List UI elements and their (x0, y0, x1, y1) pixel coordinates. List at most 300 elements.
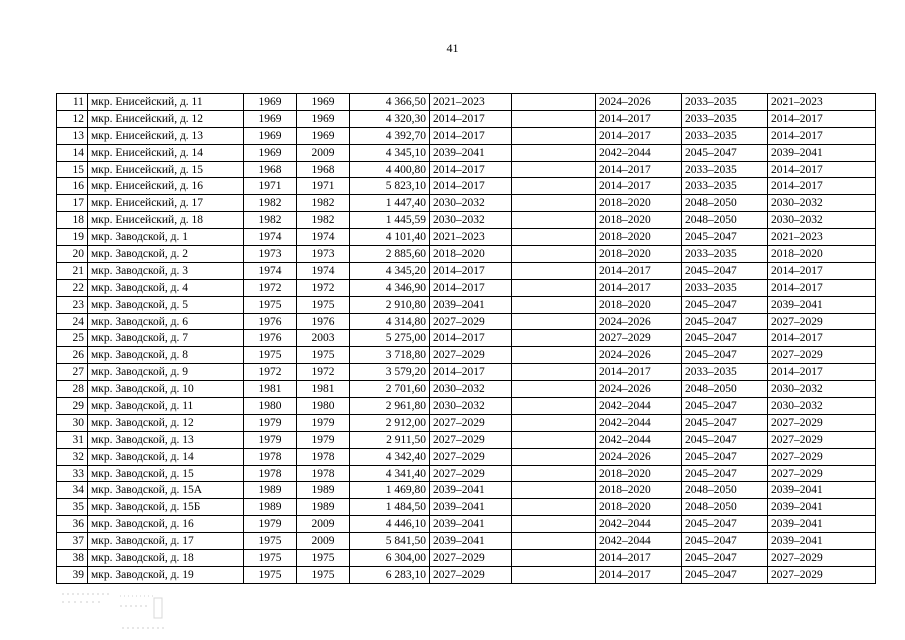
cell-period-4: 2039–2041 (768, 499, 876, 516)
cell-area: 4 446,10 (350, 516, 430, 533)
table-row (57, 482, 876, 499)
cell-reconstruction-year: 1978 (297, 448, 350, 465)
cell-reconstruction-year: 1975 (297, 296, 350, 313)
cell-period-4: 2014–2017 (768, 110, 876, 127)
table-row (57, 262, 876, 279)
cell-row-number: 39 (57, 566, 88, 583)
cell-period-1: 2039–2041 (430, 296, 512, 313)
table-row (57, 516, 876, 533)
cell-period-1: 2014–2017 (430, 161, 512, 178)
cell-empty-cell (512, 279, 596, 296)
cell-address: мкр. Заводской, д. 4 (88, 279, 244, 296)
cell-address: мкр. Заводской, д. 8 (88, 347, 244, 364)
cell-period-2: 2024–2026 (596, 448, 682, 465)
cell-period-3: 2045–2047 (682, 398, 768, 415)
table-row (57, 465, 876, 482)
cell-reconstruction-year: 1969 (297, 110, 350, 127)
table-row (57, 212, 876, 229)
cell-area: 4 314,80 (350, 313, 430, 330)
cell-reconstruction-year: 1972 (297, 279, 350, 296)
cell-empty-cell (512, 127, 596, 144)
cell-empty-cell (512, 381, 596, 398)
cell-address: мкр. Енисейский, д. 18 (88, 212, 244, 229)
cell-address: мкр. Енисейский, д. 12 (88, 110, 244, 127)
table-row (57, 347, 876, 364)
cell-period-3: 2045–2047 (682, 465, 768, 482)
cell-period-4: 2039–2041 (768, 516, 876, 533)
cell-period-3: 2048–2050 (682, 195, 768, 212)
cell-row-number: 18 (57, 212, 88, 229)
cell-build-year: 1982 (244, 195, 297, 212)
cell-row-number: 23 (57, 296, 88, 313)
cell-reconstruction-year: 1969 (297, 94, 350, 111)
cell-empty-cell (512, 195, 596, 212)
cell-build-year: 1976 (244, 313, 297, 330)
cell-period-4: 2014–2017 (768, 330, 876, 347)
cell-period-2: 2018–2020 (596, 212, 682, 229)
cell-build-year: 1975 (244, 566, 297, 583)
cell-address: мкр. Заводской, д. 15Б (88, 499, 244, 516)
cell-address: мкр. Енисейский, д. 16 (88, 178, 244, 195)
cell-row-number: 11 (57, 94, 88, 111)
cell-build-year: 1979 (244, 431, 297, 448)
cell-period-3: 2033–2035 (682, 246, 768, 263)
cell-address: мкр. Заводской, д. 13 (88, 431, 244, 448)
cell-area: 2 911,50 (350, 431, 430, 448)
cell-address: мкр. Заводской, д. 7 (88, 330, 244, 347)
cell-period-1: 2030–2032 (430, 381, 512, 398)
cell-area: 4 392,70 (350, 127, 430, 144)
cell-period-4: 2014–2017 (768, 161, 876, 178)
cell-reconstruction-year: 1973 (297, 246, 350, 263)
cell-row-number: 28 (57, 381, 88, 398)
cell-address: мкр. Заводской, д. 6 (88, 313, 244, 330)
cell-build-year: 1982 (244, 212, 297, 229)
table-row (57, 533, 876, 550)
cell-period-1: 2014–2017 (430, 364, 512, 381)
cell-reconstruction-year: 1976 (297, 313, 350, 330)
cell-period-1: 2014–2017 (430, 279, 512, 296)
cell-period-2: 2014–2017 (596, 550, 682, 567)
cell-build-year: 1989 (244, 482, 297, 499)
cell-period-1: 2014–2017 (430, 330, 512, 347)
cell-period-4: 2018–2020 (768, 246, 876, 263)
registry-table (56, 93, 876, 584)
cell-period-3: 2048–2050 (682, 482, 768, 499)
cell-period-2: 2042–2044 (596, 431, 682, 448)
cell-empty-cell (512, 313, 596, 330)
cell-empty-cell (512, 414, 596, 431)
cell-period-1: 2039–2041 (430, 144, 512, 161)
cell-reconstruction-year: 2009 (297, 533, 350, 550)
cell-period-1: 2021–2023 (430, 229, 512, 246)
table-row (57, 178, 876, 195)
cell-row-number: 25 (57, 330, 88, 347)
cell-row-number: 33 (57, 465, 88, 482)
cell-period-1: 2030–2032 (430, 195, 512, 212)
cell-period-3: 2045–2047 (682, 550, 768, 567)
cell-area: 2 912,00 (350, 414, 430, 431)
cell-period-3: 2045–2047 (682, 262, 768, 279)
cell-area: 4 345,20 (350, 262, 430, 279)
cell-build-year: 1975 (244, 347, 297, 364)
cell-period-4: 2027–2029 (768, 448, 876, 465)
cell-area: 1 447,40 (350, 195, 430, 212)
cell-period-2: 2018–2020 (596, 482, 682, 499)
cell-build-year: 1979 (244, 414, 297, 431)
cell-empty-cell (512, 550, 596, 567)
cell-period-3: 2033–2035 (682, 279, 768, 296)
cell-row-number: 13 (57, 127, 88, 144)
table-row (57, 398, 876, 415)
cell-period-1: 2027–2029 (430, 431, 512, 448)
cell-area: 5 823,10 (350, 178, 430, 195)
cell-row-number: 29 (57, 398, 88, 415)
cell-period-1: 2021–2023 (430, 94, 512, 111)
cell-period-2: 2014–2017 (596, 178, 682, 195)
cell-row-number: 19 (57, 229, 88, 246)
cell-empty-cell (512, 246, 596, 263)
cell-build-year: 1989 (244, 499, 297, 516)
cell-area: 4 341,40 (350, 465, 430, 482)
cell-period-3: 2045–2047 (682, 431, 768, 448)
cell-period-2: 2014–2017 (596, 262, 682, 279)
cell-empty-cell (512, 465, 596, 482)
cell-reconstruction-year: 1989 (297, 482, 350, 499)
cell-address: мкр. Заводской, д. 19 (88, 566, 244, 583)
cell-row-number: 38 (57, 550, 88, 567)
table-row (57, 94, 876, 111)
cell-period-1: 2039–2041 (430, 516, 512, 533)
cell-area: 4 346,90 (350, 279, 430, 296)
cell-period-4: 2027–2029 (768, 313, 876, 330)
cell-period-3: 2048–2050 (682, 212, 768, 229)
cell-row-number: 30 (57, 414, 88, 431)
cell-empty-cell (512, 482, 596, 499)
cell-period-4: 2021–2023 (768, 229, 876, 246)
cell-period-2: 2042–2044 (596, 144, 682, 161)
cell-period-2: 2014–2017 (596, 161, 682, 178)
cell-period-1: 2039–2041 (430, 533, 512, 550)
cell-row-number: 21 (57, 262, 88, 279)
cell-period-2: 2042–2044 (596, 414, 682, 431)
cell-period-3: 2033–2035 (682, 127, 768, 144)
cell-period-3: 2045–2047 (682, 313, 768, 330)
cell-build-year: 1972 (244, 279, 297, 296)
cell-row-number: 14 (57, 144, 88, 161)
cell-area: 5 841,50 (350, 533, 430, 550)
cell-area: 2 961,80 (350, 398, 430, 415)
cell-period-1: 2027–2029 (430, 414, 512, 431)
cell-period-1: 2014–2017 (430, 110, 512, 127)
cell-build-year: 1975 (244, 296, 297, 313)
table-row (57, 144, 876, 161)
cell-period-4: 2027–2029 (768, 566, 876, 583)
cell-period-3: 2045–2047 (682, 516, 768, 533)
cell-period-4: 2014–2017 (768, 279, 876, 296)
cell-empty-cell (512, 296, 596, 313)
cell-period-4: 2014–2017 (768, 178, 876, 195)
faded-stamp-mark (60, 588, 170, 632)
cell-build-year: 1976 (244, 330, 297, 347)
cell-empty-cell (512, 212, 596, 229)
cell-period-3: 2045–2047 (682, 144, 768, 161)
cell-period-3: 2045–2047 (682, 229, 768, 246)
cell-build-year: 1969 (244, 94, 297, 111)
cell-period-4: 2014–2017 (768, 262, 876, 279)
cell-period-4: 2027–2029 (768, 414, 876, 431)
cell-reconstruction-year: 1975 (297, 550, 350, 567)
cell-area: 2 885,60 (350, 246, 430, 263)
cell-address: мкр. Заводской, д. 18 (88, 550, 244, 567)
cell-period-1: 2027–2029 (430, 313, 512, 330)
cell-address: мкр. Заводской, д. 10 (88, 381, 244, 398)
cell-reconstruction-year: 1981 (297, 381, 350, 398)
cell-build-year: 1978 (244, 448, 297, 465)
cell-row-number: 37 (57, 533, 88, 550)
table-row (57, 566, 876, 583)
registry-table-body (57, 94, 876, 584)
cell-period-2: 2018–2020 (596, 229, 682, 246)
cell-period-2: 2024–2026 (596, 347, 682, 364)
cell-empty-cell (512, 178, 596, 195)
cell-empty-cell (512, 431, 596, 448)
cell-area: 6 304,00 (350, 550, 430, 567)
cell-area: 2 910,80 (350, 296, 430, 313)
cell-period-2: 2024–2026 (596, 381, 682, 398)
cell-period-4: 2039–2041 (768, 482, 876, 499)
cell-period-3: 2033–2035 (682, 364, 768, 381)
cell-area: 4 101,40 (350, 229, 430, 246)
cell-row-number: 12 (57, 110, 88, 127)
cell-address: мкр. Заводской, д. 11 (88, 398, 244, 415)
cell-period-3: 2033–2035 (682, 178, 768, 195)
table-row (57, 195, 876, 212)
cell-period-2: 2024–2026 (596, 94, 682, 111)
cell-period-1: 2014–2017 (430, 262, 512, 279)
cell-period-1: 2027–2029 (430, 448, 512, 465)
cell-build-year: 1973 (244, 246, 297, 263)
cell-empty-cell (512, 499, 596, 516)
cell-address: мкр. Заводской, д. 15А (88, 482, 244, 499)
cell-reconstruction-year: 1972 (297, 364, 350, 381)
cell-address: мкр. Заводской, д. 16 (88, 516, 244, 533)
cell-empty-cell (512, 448, 596, 465)
cell-period-3: 2045–2047 (682, 330, 768, 347)
cell-period-2: 2014–2017 (596, 110, 682, 127)
table-row (57, 279, 876, 296)
table-row (57, 296, 876, 313)
cell-row-number: 35 (57, 499, 88, 516)
cell-empty-cell (512, 330, 596, 347)
table-row (57, 330, 876, 347)
cell-row-number: 34 (57, 482, 88, 499)
cell-empty-cell (512, 110, 596, 127)
cell-period-3: 2045–2047 (682, 448, 768, 465)
table-row (57, 550, 876, 567)
table-row (57, 431, 876, 448)
cell-period-4: 2021–2023 (768, 94, 876, 111)
cell-address: мкр. Енисейский, д. 13 (88, 127, 244, 144)
cell-area: 4 400,80 (350, 161, 430, 178)
cell-period-2: 2014–2017 (596, 279, 682, 296)
cell-empty-cell (512, 94, 596, 111)
cell-build-year: 1969 (244, 127, 297, 144)
cell-build-year: 1972 (244, 364, 297, 381)
cell-empty-cell (512, 144, 596, 161)
cell-period-3: 2033–2035 (682, 161, 768, 178)
cell-address: мкр. Заводской, д. 14 (88, 448, 244, 465)
cell-empty-cell (512, 398, 596, 415)
table-row (57, 246, 876, 263)
cell-build-year: 1981 (244, 381, 297, 398)
cell-build-year: 1971 (244, 178, 297, 195)
cell-reconstruction-year: 1968 (297, 161, 350, 178)
cell-period-4: 2027–2029 (768, 347, 876, 364)
cell-reconstruction-year: 1975 (297, 347, 350, 364)
cell-period-1: 2014–2017 (430, 127, 512, 144)
cell-period-4: 2030–2032 (768, 195, 876, 212)
cell-period-1: 2030–2032 (430, 398, 512, 415)
table-row (57, 161, 876, 178)
cell-period-3: 2045–2047 (682, 296, 768, 313)
cell-build-year: 1975 (244, 533, 297, 550)
cell-build-year: 1969 (244, 110, 297, 127)
table-row (57, 499, 876, 516)
page-number: 41 (446, 41, 459, 55)
cell-period-3: 2045–2047 (682, 414, 768, 431)
cell-address: мкр. Енисейский, д. 11 (88, 94, 244, 111)
cell-period-1: 2039–2041 (430, 499, 512, 516)
cell-row-number: 32 (57, 448, 88, 465)
cell-area: 1 469,80 (350, 482, 430, 499)
cell-period-4: 2039–2041 (768, 144, 876, 161)
cell-address: мкр. Заводской, д. 9 (88, 364, 244, 381)
cell-period-2: 2018–2020 (596, 246, 682, 263)
cell-address: мкр. Заводской, д. 5 (88, 296, 244, 313)
cell-build-year: 1969 (244, 144, 297, 161)
cell-row-number: 17 (57, 195, 88, 212)
cell-row-number: 27 (57, 364, 88, 381)
cell-row-number: 31 (57, 431, 88, 448)
cell-address: мкр. Енисейский, д. 17 (88, 195, 244, 212)
cell-period-1: 2027–2029 (430, 550, 512, 567)
cell-address: мкр. Енисейский, д. 14 (88, 144, 244, 161)
cell-address: мкр. Заводской, д. 15 (88, 465, 244, 482)
cell-period-4: 2030–2032 (768, 398, 876, 415)
cell-empty-cell (512, 262, 596, 279)
cell-period-2: 2042–2044 (596, 533, 682, 550)
cell-area: 5 275,00 (350, 330, 430, 347)
cell-reconstruction-year: 1979 (297, 431, 350, 448)
cell-build-year: 1974 (244, 229, 297, 246)
cell-period-4: 2030–2032 (768, 212, 876, 229)
cell-address: мкр. Заводской, д. 2 (88, 246, 244, 263)
cell-empty-cell (512, 364, 596, 381)
cell-build-year: 1979 (244, 516, 297, 533)
cell-area: 2 701,60 (350, 381, 430, 398)
cell-address: мкр. Заводской, д. 3 (88, 262, 244, 279)
cell-row-number: 15 (57, 161, 88, 178)
cell-period-4: 2039–2041 (768, 296, 876, 313)
cell-area: 4 366,50 (350, 94, 430, 111)
cell-period-2: 2014–2017 (596, 566, 682, 583)
cell-area: 4 342,40 (350, 448, 430, 465)
cell-period-2: 2014–2017 (596, 364, 682, 381)
cell-row-number: 16 (57, 178, 88, 195)
cell-address: мкр. Заводской, д. 1 (88, 229, 244, 246)
cell-build-year: 1980 (244, 398, 297, 415)
cell-address: мкр. Енисейский, д. 15 (88, 161, 244, 178)
cell-reconstruction-year: 1975 (297, 566, 350, 583)
cell-period-1: 2018–2020 (430, 246, 512, 263)
table-row (57, 414, 876, 431)
cell-area: 4 345,10 (350, 144, 430, 161)
cell-row-number: 36 (57, 516, 88, 533)
cell-period-4: 2030–2032 (768, 381, 876, 398)
cell-period-3: 2033–2035 (682, 110, 768, 127)
cell-empty-cell (512, 161, 596, 178)
cell-period-2: 2018–2020 (596, 465, 682, 482)
cell-period-3: 2045–2047 (682, 566, 768, 583)
cell-reconstruction-year: 1982 (297, 212, 350, 229)
cell-period-1: 2027–2029 (430, 347, 512, 364)
cell-reconstruction-year: 1979 (297, 414, 350, 431)
cell-period-2: 2042–2044 (596, 398, 682, 415)
cell-area: 1 484,50 (350, 499, 430, 516)
cell-period-3: 2045–2047 (682, 533, 768, 550)
cell-reconstruction-year: 1969 (297, 127, 350, 144)
cell-period-4: 2027–2029 (768, 431, 876, 448)
cell-reconstruction-year: 1974 (297, 262, 350, 279)
cell-area: 4 320,30 (350, 110, 430, 127)
cell-reconstruction-year: 1982 (297, 195, 350, 212)
table-row (57, 110, 876, 127)
cell-period-1: 2014–2017 (430, 178, 512, 195)
table-row (57, 448, 876, 465)
cell-period-4: 2027–2029 (768, 550, 876, 567)
cell-period-2: 2027–2029 (596, 330, 682, 347)
cell-empty-cell (512, 533, 596, 550)
cell-period-3: 2033–2035 (682, 94, 768, 111)
cell-build-year: 1974 (244, 262, 297, 279)
cell-build-year: 1968 (244, 161, 297, 178)
table-row (57, 127, 876, 144)
cell-period-2: 2018–2020 (596, 296, 682, 313)
cell-period-4: 2039–2041 (768, 533, 876, 550)
cell-empty-cell (512, 566, 596, 583)
cell-empty-cell (512, 347, 596, 364)
cell-period-3: 2048–2050 (682, 499, 768, 516)
cell-period-4: 2014–2017 (768, 364, 876, 381)
cell-period-3: 2048–2050 (682, 381, 768, 398)
cell-period-4: 2014–2017 (768, 127, 876, 144)
cell-reconstruction-year: 1980 (297, 398, 350, 415)
table-row (57, 313, 876, 330)
cell-reconstruction-year: 1989 (297, 499, 350, 516)
cell-address: мкр. Заводской, д. 17 (88, 533, 244, 550)
cell-row-number: 22 (57, 279, 88, 296)
cell-period-3: 2045–2047 (682, 347, 768, 364)
cell-reconstruction-year: 2003 (297, 330, 350, 347)
cell-period-1: 2027–2029 (430, 566, 512, 583)
cell-empty-cell (512, 229, 596, 246)
cell-address: мкр. Заводской, д. 12 (88, 414, 244, 431)
cell-period-1: 2039–2041 (430, 482, 512, 499)
cell-period-1: 2030–2032 (430, 212, 512, 229)
cell-reconstruction-year: 1974 (297, 229, 350, 246)
cell-period-4: 2027–2029 (768, 465, 876, 482)
